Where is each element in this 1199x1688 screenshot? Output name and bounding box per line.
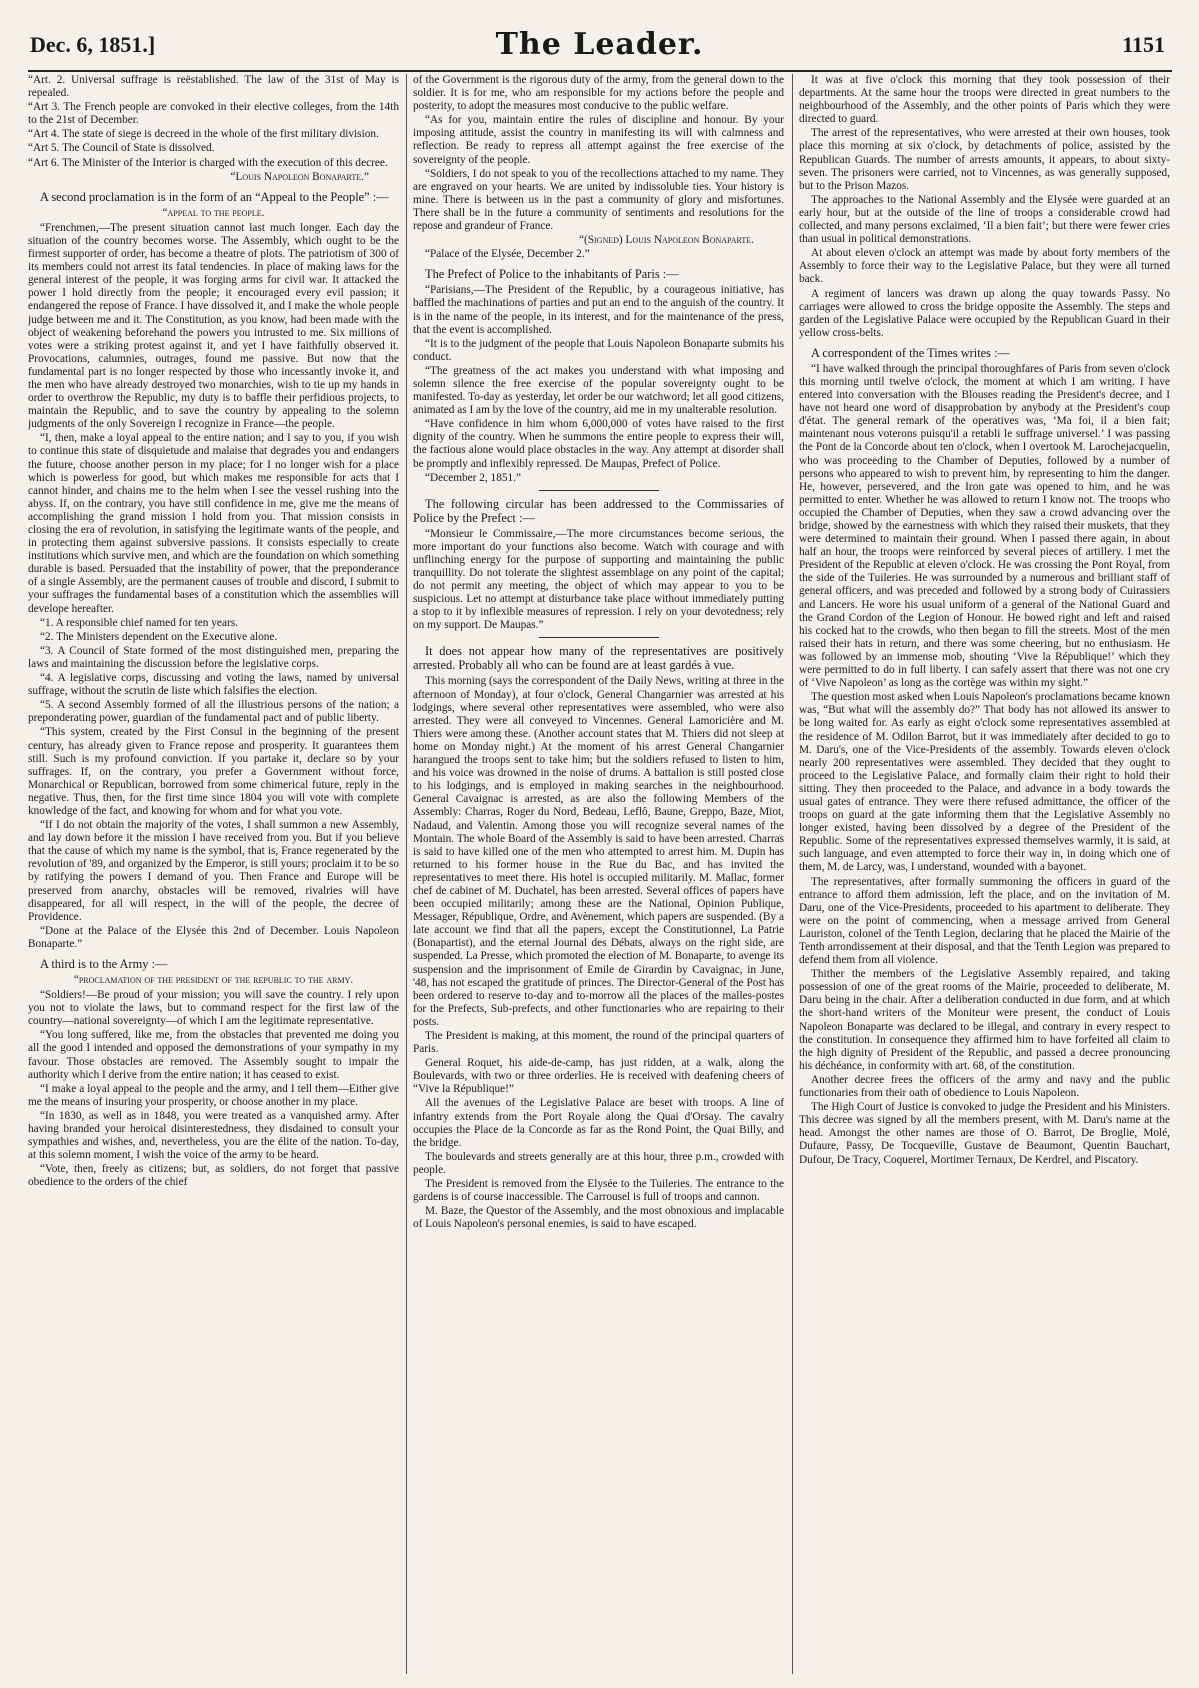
masthead-rule [28, 70, 1172, 72]
paragraph: “Art 5. The Council of State is dissolved. [28, 142, 215, 155]
page-number: 1151 [1122, 32, 1165, 57]
paragraph: “You long suffered, like me, from the obstacles that prevented me doing you all the good I intended and opposed the demonstrations of your sympathy in my favour. Those obstacles are removed. The Assembly sought to impair the authority which I derive from the entire nation; it has ceased to exist. [28, 1029, 399, 1081]
paragraph: “Soldiers, I do not speak to you of the recollections attached to my name. They are engraved on your hearts. We are united by indissoluble ties. Your history is mine. There is between us in the past a community of glory and misfortunes. There shall be in the future a community of sentiments and resolutions for the repose and grandeur of France. [413, 167, 784, 233]
article-columns [28, 74, 1172, 1674]
paragraph: “Monsieur le Commissaire,—The more circumstances become serious, the more important do your functions also become. Watch with courage and with unflinching energy for the purpose of supporting and maintaining the public tranquillity. Do not tolerate the slightest assemblage on any point of the capital; do not permit any meeting, the object of which may appear to you to be suspicious. Let no attempt at disturbance take place without immediately putting a stop to it by inflexible measures of repression. I rely on your devotedness; rely on my support. De Maupas.” [413, 527, 784, 632]
paragraph: “Art 4. The state of siege is decreed in the whole of the first military division. [28, 128, 379, 141]
section-intro: The Prefect of Police to the inhabitants of Paris :— [425, 267, 679, 282]
column-divider [792, 74, 793, 1674]
paragraph: The High Court of Justice is convoked to judge the President and his Ministers. This decree was signed by all the members present, with M. Daru's name at the head. Amongst the other names are those of O. Barrot, De Broglie, Molé, Dufaure, Passy, De Tocqueville, Gustave de Beaumont, Quentin Bauchart, Dufour, De Tracy, Coquerel, Mortimer Ternaux, De Kerdrel, and Piscatory. [799, 1101, 1170, 1166]
section-heading: “proclamation of the president of the republic to the army. [73, 974, 354, 986]
paragraph: “Done at the Palace of the Elysée this 2nd of December. Louis Napoleon Bonaparte.” [28, 924, 399, 950]
paragraph: “It is to the judgment of the people that Louis Napoleon Bonaparte submits his conduct. [413, 337, 784, 363]
paragraph: of the Government is the rigorous duty of the army, from the general down to the soldier. It is for me, who am responsible for my actions before the people and posterity, to adopt the measures most conducive to the public welfare. [413, 74, 784, 113]
paragraph: The approaches to the National Assembly and the Elysée were guarded at an early hour, but at the outside of the line of troops a considerable crowd had collected, and many persons exclaimed, ‘Il a bien fait’; but there were fewer cries than usual in political demonstrations. [799, 193, 1170, 246]
column-divider [406, 74, 407, 1674]
paragraph: A regiment of lancers was drawn up along the quay towards Passy. No carriages were allowed to cross the bridge opposite the Assembly. The steps and garden of the Legislative Palace were occupied by the Republican Guard in their yellow cross-belts. [799, 287, 1170, 339]
column-1 [28, 74, 399, 1674]
paragraph: Another decree frees the officers of the army and navy and the public functionaries from their oath of obedience to Louis Napoleon. [799, 1073, 1170, 1100]
paragraph: “As for you, maintain entire the rules of discipline and honour. By your imposing attitude, assist the country in manifesting its will with calmness and reflection. Be ready to repress all attempt against the free exercise of the sovereignty of the people. [413, 114, 784, 166]
masthead [0, 0, 1199, 70]
paragraph: The President is making, at this moment, the round of the principal quarters of Paris. [413, 1030, 784, 1056]
section-intro: A second proclamation is in the form of an “Appeal to the People” :— [40, 189, 389, 204]
paragraph: “The greatness of the act makes you understand with what imposing and solemn silence the free exercise of the popular sovereignty ought to be manifested. To-day as yesterday, let order be our watchword; let all good citizens, animated as I am by the love of the country, aid me in my unalterable resolution. [413, 364, 784, 417]
paragraph: General Roquet, his aide-de-camp, has just ridden, at a walk, along the Boulevards, with two or three orderlies. He is received with deafening cheers of “Vive la République!” [413, 1057, 784, 1096]
paragraph: The President is removed from the Elysée to the Tuileries. The entrance to the gardens is of course inaccessible. The Carrousel is full of troops and cannon. [413, 1178, 784, 1204]
separator [539, 490, 659, 491]
paragraph: This morning (says the correspondent of the Daily News, writing at three in the afternoon of Monday), at four o'clock, General Changarnier was arrested at his lodgings, where several other representatives were assembled, who were also arrested. They were all conveyed to Vincennes. General Lamoricière and M. Thiers were among these. (Another account states that M. Thiers did not sleep at home on Monday night.) At the moment of his arrest General Changarnier harangued the troops sent to take him; but the soldiers refused to listen to him, and his voice was drowned in the noise of drums. A battalion is still posted close to his lodgings, and is employed in making searches in the neighbourhood. General Cavaignac is arrested, as are also the following Members of the Assembly: Charras, Roger du Nord, Bedeau, Leflô, Baune, Greppo, Baze, Miot, Nadaud, and Valentin. Among those you will recognize several names of the Montain. The whole Board of the Assembly is said to have been arrested. Charras is said to have killed one of the men who attempted to arrest him. M. Dupin has returned to his former house in the Rue du Bac, and has invited the representatives to meet there. His hotel is occupied militarily. M. Mallac, former chef de cabinet of M. Duchatel, has been arrested. Several offices of papers have been occupied militarily; among these are the National, Opinion Publique, Messager, République, Ordre, and Avènement, which papers are suspended. (By a late account we find that all the papers, except the Constitutionnel, La Patrie (Bonapartist), and the eternal Journal des Débats, always on the right side, are suspended. La Presse, which promoted the election of M. Bonaparte, to avenge its suspension and the imprisonment of Emile de Girardin by Cavaignac, in June, '48, has not escaped the gratitude of princes. The Director-General of the Post has been ordered to reserve to-day and to-morrow all the places of the malles-postes for the Prefects, Sub-prefects, and other functionaries who are repairing to their posts. [413, 675, 784, 1028]
paragraph: “4. A legislative corps, discussing and voting the laws, named by universal suffrage, without the scrutin de liste which falsifies the election. [28, 672, 399, 698]
paragraph: The boulevards and streets generally are at this hour, three p.m., crowded with people. [413, 1150, 784, 1176]
paragraph: “Palace of the Elysée, December 2.” [425, 248, 590, 261]
paragraph: The question most asked when Louis Napoleon's proclamations became known was, “But what will the assembly do?” That body has not allowed its answer to be long waited for. As early as eight o'clock some representatives assembled at the residence of M. Odilon Barrot, but it was immediately after decided to go to M. Daru's, one of the Vice-Presidents of the assembly. Towards eleven o'clock nearly 200 representatives were assembled. They decided that they ought to proceed to the Legislative Palace, and formally claim their right to hold their sitting. They then proceeded to the Palace, and advance in a body towards the usual gates of entrance. They were there refused admittance, the officer of the troops on guard at the gate informing them that the Legislative Assembly no longer existed, having been dissolved by a degree of the President of the Republic. Some of the representatives expressed themselves warmly, it is said, at such language, and even attempted to force their way in, in doing which one of them, M. de Larcy, was, I understand, wounded with a bayonet. [799, 691, 1170, 874]
paragraph: It was at five o'clock this morning that they took possession of their departments. At the same hour the troops were directed in great numbers to the neighbourhood of the Assembly, and the other points of Paris which they were directed to guard. [799, 74, 1170, 126]
paragraph: “I, then, make a loyal appeal to the entire nation; and I say to you, if you wish to continue this state of disquietude and malaise that degrades you and endangers the future, choose another person in my place; for I no longer wish for a place which is powerless for good, but which makes me responsible for acts that I cannot hinder, and chains me to the helm when I see the vessel rushing into the abyss. If, on the contrary, you have still confidence in me, give me the means of accomplishing the grand mission I hold from you. That mission consists in closing the era of revolution, in satisfying the legitimate wants of the people, and in protecting them against subversive passions. It consists especially to create institutions which survive men, and which are the foundation on which something durable is based. Persuaded that the instability of power, that the preponderance of a single Assembly, are the permanent causes of trouble and discord, I submit to your suffrages the fundamental bases of a constitution which the assemblies will develope hereafter. [28, 432, 399, 615]
section-intro: A correspondent of the Times writes :— [811, 345, 1010, 360]
paragraph: “Parisians,—The President of the Republic, by a courageous initiative, has baffled the machinations of parties and put an end to the anguish of the country. It is in the name of the people, in its interest, and for the maintenance of the press, that the event is accomplished. [413, 284, 784, 336]
paragraph: “2. The Ministers dependent on the Executive alone. [40, 630, 278, 643]
paragraph: “If I do not obtain the majority of the votes, I shall summon a new Assembly, and lay down before it the mission I have received from you. But if you believe that the cause of which my name is the symbol, that is, France regenerated by the revolution of '89, and organized by the Emperor, is still yours; proclaim it to be so by ratifying the powers I demand of you. Then France and Europe will be preserved from anarchy, obstacles will be removed, rivalries will have disappeared, for all will respect, in the will of the people, the decree of Providence. [28, 819, 399, 923]
paragraph: “This system, created by the First Consul in the beginning of the present century, has already given to France repose and prosperity. It guarantees them still. Such is my profound conviction. If you partake it, declare so by your suffrages. If, on the contrary, you prefer a Government without force, Monarchical or Republican, borrowed from some chimerical future, reply in the negative. Thus, then, for the first time since 1804 you will vote with complete knowledge of the fact, and knowing for whom and for what you vote. [28, 726, 399, 817]
paragraph: “I make a loyal appeal to the people and the army, and I tell them—Either give me the means of insuring your prosperity, or choose another in my place. [28, 1082, 399, 1108]
paragraph: All the avenues of the Legislative Palace are beset with troops. A line of infantry extends from the Port Royale along the Quai d'Orsay. The cavalry occupies the Place de la Concorde as far as the Rond Point, the Quai Billy, and the bridge. [413, 1097, 784, 1149]
paragraph: Thither the members of the Legislative Assembly repaired, and taking possession of one of the great rooms of the Mairie, proceeded to deliberate, M. Daru being in the chair. After a deliberation conducted in due form, and at which the short-hand writers of the Moniteur were present, the conduct of Louis Napoleon Bonaparte was declared to be illegal, and contrary in every respect to the constitution. In consequence they affirmed him to have forfeited all claim to the high dignity of President of the Republic, and passed a decree pronouncing his déchéance, in conformity with art. 68, of the constitution. [799, 968, 1170, 1072]
column-3 [799, 74, 1170, 1674]
issue-date: Dec. 6, 1851.] [30, 32, 156, 57]
paragraph: The representatives, after formally summoning the officers in guard of the entrance to afford them admission, left the place, and on the invitation of M. Daru, one of the Vice-Presidents, proceeded to his apartment to deliberate. They were on the point of commencing, when a message arrived from General Lauriston, colonel of the Tenth Legion, declaring that he placed the Mairie of the Tenth arrondissement at their disposal, and that the Tenth Legion was prepared to defend them from all violence. [799, 875, 1170, 967]
paragraph: At about eleven o'clock an attempt was made by about forty members of the Assembly to force their way to the Legislative Palace, but they were all turned back. [799, 247, 1170, 286]
paragraph: “Soldiers!—Be proud of your mission; you will save the country. I rely upon you not to violate the laws, but to command respect for the first law of the country—national sovereignty—of which I am the legitimate representative. [28, 989, 399, 1028]
section-heading: “appeal to the people. [162, 206, 265, 219]
paragraph: “I have walked through the principal thoroughfares of Paris from seven o'clock this morning until twelve o'clock, the moment at which I am writing. I have entered into conversation with the Blouses reading the President's decree, and I have not heard one word of disapprobation by anybody at the President's coup d'état. The general remark of the operatives was, ‘Ma foi, il a bien fait; maintenant nous voterons puisqu'il a retabli le suffrage universel.’ I was passing the Pont de la Concorde about ten o'clock, when I overtook M. Larochejacquelin, who was proceeding to the Chamber of Deputies, followed by a number of persons who appeared to wish to prevent him, by representing to him the danger. He, however, persevered, and the Iron gate was opened to him, and he was permitted to enter. Whether he was allowed to return I know not. The troops who occupied the Chamber of Deputies, when they saw a crowd advancing over the bridge, showed by the earnestness with which they raised their muskets, that they were determined to maintain their ground. When I passed there again, in about half an hour, the troops were reinforced by several pieces of artillery. I met the President of the Republic at eleven o'clock. He was crossing the Pont Royal, from the side of the Tuileries. He was surrounded by a numerous and brilliant staff of general officers, and was preceded and followed by a strong body of Cuirassiers and Lancers. He wore his usual uniform of a general of the National Guard and the Grand Cordon of the Legion of Honour. He bowed right and left and raised his cocked hat to the crowds, who then began to fill the streets. Most of the men raised their hats in return, and there was some cheering, but no enthusiasm. He was followed by an immense mob, shouting ‘Vive la République!’ which they were permitted to do in full liberty. I can safely assert that there was not one cry of ‘Vive Napoleon’ as long as the cortège was within my sight.” [799, 362, 1170, 690]
separator [539, 637, 659, 638]
section-intro: It does not appear how many of the representatives are positively arrested. Probably all who can be found are at least gardés à vue. [413, 644, 784, 673]
paragraph: M. Baze, the Questor of the Assembly, and the most obnoxious and implacable of Louis Napoleon's personal enemies, is said to have escaped. [413, 1205, 784, 1231]
paragraph: “Have confidence in him whom 6,000,000 of votes have raised to the first dignity of the country. When he summons the entire people to express their will, the factious alone would place obstacles in the way. Any attempt at disorder shall be promptly and inflexibly repressed. De Maupas, Prefect of Police. [413, 418, 784, 470]
section-intro: The following circular has been addressed to the Commissaries of Police by the Prefect :— [413, 496, 784, 525]
paragraph: “Frenchmen,—The present situation cannot last much longer. Each day the situation of the country becomes worse. The Assembly, which ought to be the firmest supporter of order, has become a theatre of plots. The patriotism of 300 of its members could not arrest its fatal tendencies. In place of making laws for the general interest of the people, it was forging arms for civil war. It attacked the power I hold directly from the people; it encouraged every evil passion; it endangered the repose of France. I have dissolved it, and I make the whole people judge between me and it. The Constitution, as you know, had been made with the object of weakening beforehand the powers you intrusted to me. Six millions of votes were a striking protest against it, and yet I have faithfully observed it. Provocations, calumnies, outrages, found me passive. But now that the fundamental part is no longer respected by those who incessantly invoke it, and the men who have already destroyed two monarchies, wish to tie up my hands in order to overthrow the Republic, my duty is to baffle their perfidious projects, to maintain the Republic, and to save the country by appealing to the solemn judgments of the only Sovereign I recognize in France—the people. [28, 221, 399, 431]
paragraph: “In 1830, as well as in 1848, you were treated as a vanquished army. After having branded your heroical disinterestedness, they disdained to consult your sympathies and wishes, and, nevertheless, you are the élite of the nation. To-day, at this solemn moment, I wish the voice of the army to be heard. [28, 1109, 399, 1162]
paragraph: “Art 3. The French people are convoked in their elective colleges, from the 14th to the 21st of December. [28, 101, 399, 127]
paragraph: The arrest of the representatives, who were arrested at their own houses, took place this morning at six o'clock, by detachments of police, assisted by the Republican Guards. The number of arrests amounts, it appears, to about sixty-seven. The prisoners were carried, not to Vincennes, as was generally supposed, but to the Prison Mazos. [799, 127, 1170, 192]
paragraph: “5. A second Assembly formed of all the illustrious persons of the nation; a preponderating power, guardian of the fundamental pact and of public liberty. [28, 699, 399, 725]
paragraph: “Vote, then, freely as citizens; but, as soldiers, do not forget that passive obedience to the orders of the chief [28, 1163, 399, 1189]
newspaper-title: The Leader. [495, 27, 704, 62]
column-2 [413, 74, 784, 1674]
paragraph: “Art. 2. Universal suffrage is reëstablished. The law of the 31st of May is repealed. [28, 74, 399, 100]
signature: “(Signed) Louis Napoleon Bonaparte. [578, 234, 754, 247]
paragraph: “1. A responsible chief named for ten years. [40, 616, 238, 629]
paragraph: “December 2, 1851.” [425, 471, 521, 484]
paragraph: “Art 6. The Minister of the Interior is charged with the execution of this decree. [28, 156, 388, 169]
paragraph: “3. A Council of State formed of the most distinguished men, preparing the laws and maintaining the discussion before the legislative corps. [28, 644, 399, 670]
section-intro: A third is to the Army :— [40, 957, 168, 971]
signature: “Louis Napoleon Bonaparte.” [230, 170, 369, 183]
